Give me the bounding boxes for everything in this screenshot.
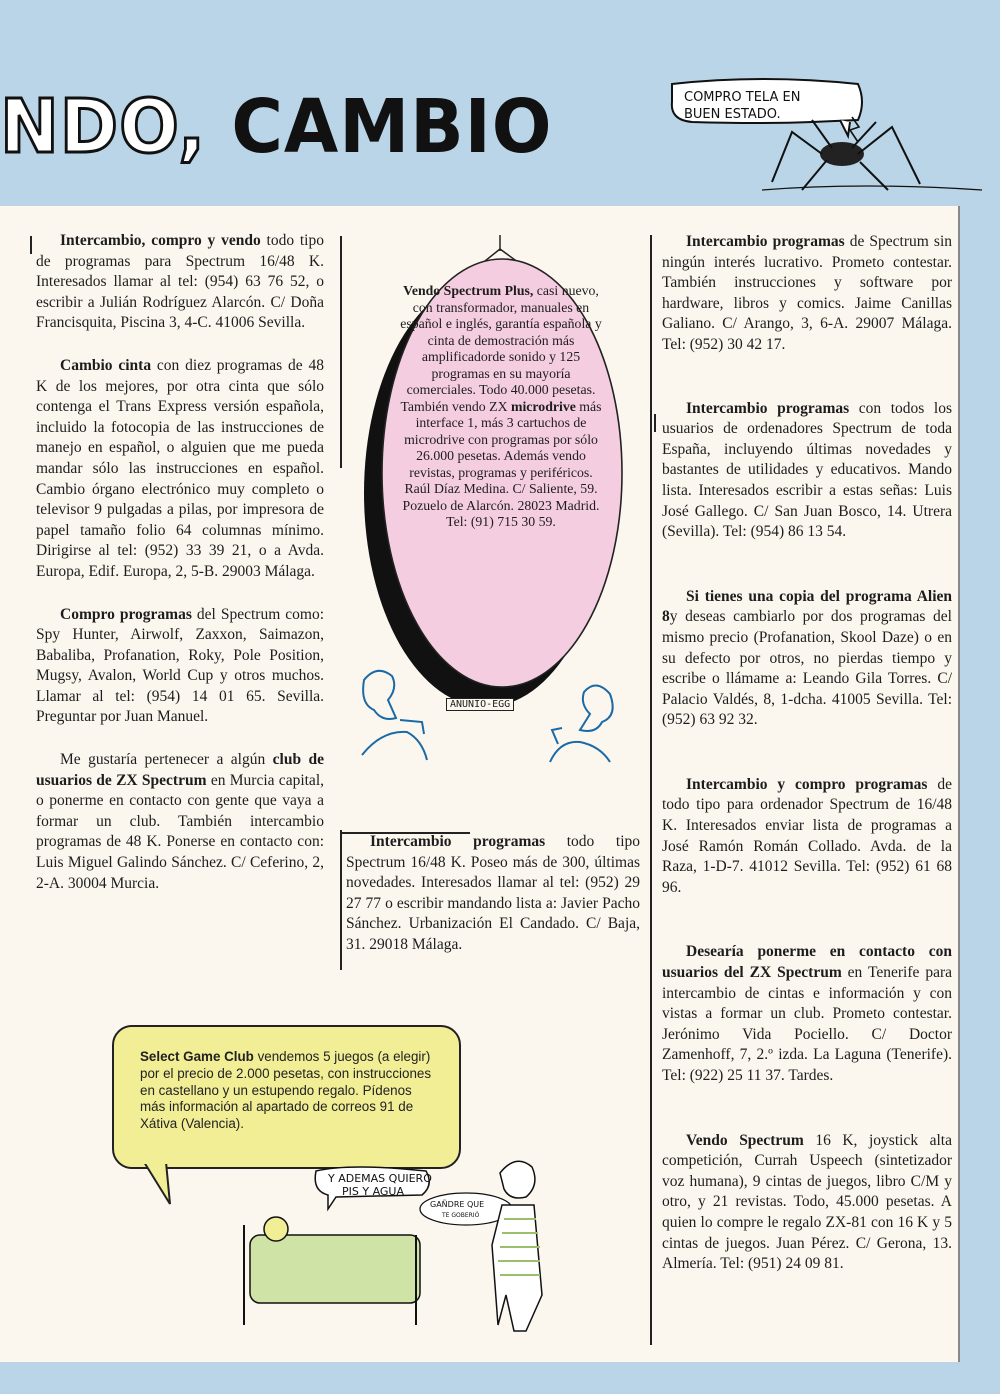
column-2-ad: Intercambio programas todo tipo Spectrum 16/48 K. Poseo más de 300, últimas novedades. Interesados llamar al tel: (952) 29 27 77 o escribir mandando lista a: Javier Pacho Sánchez. Urbanización El Candado. C/ Baja, 31. 29018 Málaga. bbox=[346, 833, 641, 953]
ad-9: Desearía ponerme en contacto con usuarios del ZX Spectrum en Tenerife para intercambio de cintas e información y con vistas a formar un club. Prometo contestar. Jerónimo Vida Pociello. C/ Doctor Zamenhoff, 7, 2.º izda. La Laguna (Tenerife). Tel: (922) 25 11 37. Tardes. bbox=[662, 943, 952, 1084]
speech-1-line-1: Y ADEMAS QUIERO bbox=[328, 1172, 432, 1185]
column-3 bbox=[662, 232, 952, 1275]
oval-ad-text: Vendo Spectrum Plus, casi nuevo, con transformador, manuales en español e inglés, garantía española y cinta de demostración más amplificadorde sonido y 125 programas en su mayoría comerciales. Todo 40.000 pesetas. También vendo ZX microdrive más interface 1, más 3 cartuchos de microdrive con programas por sólo 26.000 pesetas. Además vendo revistas, programas y periféricos. Raúl Díaz Medina. C/ Saliente, 59. Pozuelo de Alarcón. 28023 Madrid. Tel: (91) 715 30 59. bbox=[400, 283, 602, 529]
spider-speech-1: COMPRO TELA EN bbox=[684, 90, 801, 105]
select-game-club-bubble: Select Game Club vendemos 5 juegos (a elegir) por el precio de 2.000 pesetas, con instrucciones en castellano y un estupendo regalo. Pídenos más información al apartado de correos 91 de Xátiva (Valencia). bbox=[112, 1025, 461, 1169]
bed-cartoon bbox=[230, 1135, 590, 1335]
speech-1-line-2: PIS Y AGUA bbox=[342, 1185, 405, 1198]
column-1 bbox=[36, 231, 324, 894]
column-rule bbox=[340, 236, 342, 468]
ad-5: Intercambio programas de Spectrum sin ningún interés lucrativo. Prometo contestar. También instrucciones y software por hardware, libros y comics. Jaime Canillas Galiano. C/ Arango, 3, 6-A. 29007 Málaga. Tel: (952) 30 42 17. bbox=[662, 233, 952, 353]
column-rule bbox=[340, 830, 342, 970]
ad-7: Si tienes una copia del programa Alien 8y deseas cambiarlo por dos programas del mismo precio (Profanation, Skool Daze) o en su defecto por otros, no pierdas tiempo y escribe o llámame a: Leando Gila Torres. C/ Palacio Valdés, 8, 1-dcha. 41005 Sevilla. Tel: (952) 63 92 32. bbox=[662, 587, 952, 729]
ad-3: Compro programas del Spectrum como: Spy Hunter, Airwolf, Zaxxon, Saimazon, Babaliba, Profanation, Roky, Pole Position, Mugsy, Avalon, World Cup y otros muchos. Llamar al tel: (954) 14 01 65. Sevilla. Preguntar por Juan Manuel. bbox=[36, 605, 324, 726]
title-right: CAMBIO bbox=[231, 84, 553, 170]
bubble-tail bbox=[140, 1160, 180, 1210]
corner-mark bbox=[30, 236, 32, 254]
thinker-right bbox=[540, 672, 640, 772]
ad-1: Intercambio, compro y vendo todo tipo de programas para Spectrum 16/48 K. Interesados llamar al tel: (954) 63 76 52, o escribir a Julián Rodríguez Alarcón. C/ Doña Francisquita, Piscina 3, 4-C. 41006 Sevilla. bbox=[36, 232, 324, 332]
oval-ad bbox=[360, 235, 650, 705]
column-rule bbox=[650, 235, 652, 1345]
ad-10: Vendo Spectrum 16 K, joystick alta competición, Currah Uspeech (sintetizador voz humana), 9 cintas de juegos, libro C/M y otro, y 21 revistas. Todo, 45.000 pesetas. A quien lo compre le regalo ZX-81 con 16 K y 5 cintas de juegos. Juan Pérez. C/ Gerona, 13. Almería. Tel: (951) 24 09 81. bbox=[662, 1131, 952, 1273]
section-title bbox=[0, 84, 553, 170]
speech-2-line-1: GAÑDRE QUE bbox=[430, 1200, 485, 1209]
corner-mark bbox=[654, 414, 656, 432]
anuncio-sign: ANUNIO-EGG bbox=[446, 698, 514, 711]
spider-cartoon bbox=[662, 72, 992, 202]
ad-4: Me gustaría pertenecer a algún club de usuarios de ZX Spectrum en Murcia capital, o ponerme en contacto con gente que vaya a formar un club. También intercambio programas de 48 K. Ponerse en contacto con: Luis Miguel Galindo Sánchez. C/ Ceferino, 2, 2-A. 30004 Murcia. bbox=[36, 751, 324, 892]
speech-2-line-2: TE GOBERIÓ bbox=[442, 1212, 480, 1219]
spider-speech-2: BUEN ESTADO. bbox=[684, 107, 781, 122]
thinker-left bbox=[352, 660, 442, 770]
ad-8: Intercambio y compro programas de todo tipo para ordenador Spectrum de 16/48 K. Interesados enviar lista de programas a José Ramón Román Collado. Avda. de la Raza, 1-D-7. 41012 Sevilla. Tel: (952) 61 68 96. bbox=[662, 775, 952, 896]
ad-2: Cambio cinta con diez programas de 48 K de los mejores, por otra cinta que sólo contenga el Trans Express versión española, incluido la fotocopia de las instrucciones de manejo en español, o alguien que me pueda mandar sólo las instrucciones en español. Cambio órgano electrónico muy completo o televisor 9 pulgadas a pilas, por impresora de papel tamaño folio 64 columnas mínimo. Dirigirse al tel: (952) 33 39 21, o a Avda. Europa, Edif. Europa, 2, 5-B. 29003 Málaga. bbox=[36, 356, 325, 580]
title-left: NDO, bbox=[0, 84, 206, 170]
ad-6: Intercambio programas con todos los usuarios de ordenadores Spectrum de toda España, incluyendo últimas novedades y bastantes de utilidades y educativos. Mando lista. Interesados escribir a estas señas: Luis José Gallego. C/ San Juan Bosco, 14. Utrera (Sevilla). Tel: (954) 86 13 54. bbox=[662, 399, 952, 541]
